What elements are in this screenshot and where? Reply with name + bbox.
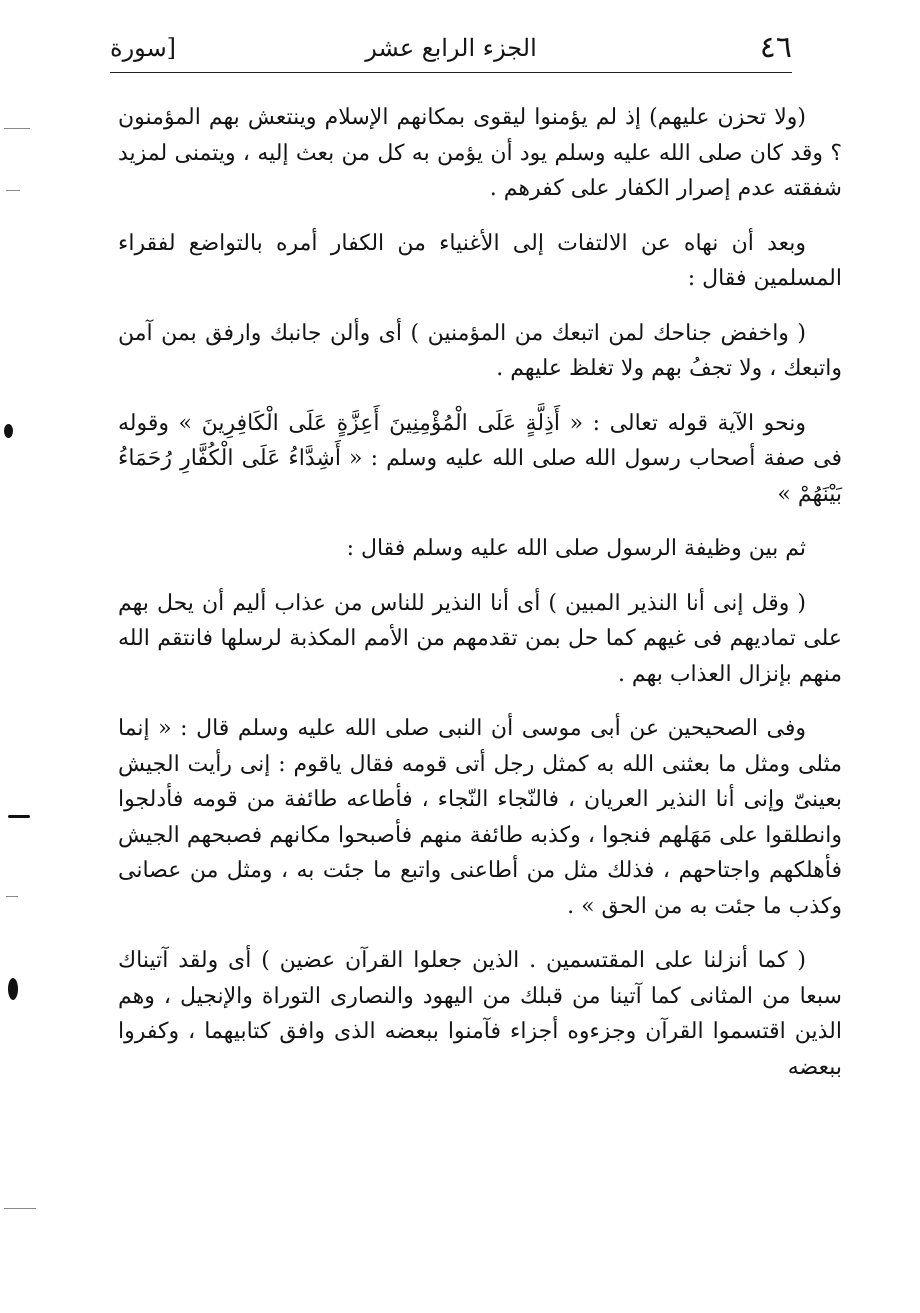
paragraph: ثم بين وظيفة الرسول صلى الله عليه وسلم فقال : [346,536,806,561]
running-title: الجزء الرابع عشر [365,34,537,62]
margin-mark [8,815,30,818]
page-header [110,28,792,72]
page-number: ٤٦ [759,30,792,65]
margin-mark [4,128,30,130]
margin-mark [8,978,18,1000]
paragraph: وبعد أن نهاه عن الالتفات إلى الأغنياء من الكفار أمره بالتواضع لفقراء المسلمين فقال : [118,230,842,291]
body-text [118,100,842,1104]
paragraph: ونحو الآية قوله تعالى : « أَذِلَّةٍ عَلَى الْمُؤْمِنِينَ أَعِزَّةٍ عَلَى الْكَافِرِينَ » وقوله فى صفة أصحاب رسول الله صلى الله عليه وسلم : « أَشِدَّاءُ عَلَى الْكُفَّارِ رُحَمَاءُ بَيْنَهُمْ » [118,410,842,507]
margin-mark [6,190,20,192]
paragraph: ( واخفض جناحك لمن اتبعك من المؤمنين ) أى وألن جانبك وارفق بمن آمن واتبعك ، ولا تجفُ بهم ولا تغلظ عليهم . [118,320,842,381]
section-label: [سورة [110,34,177,62]
paragraph: ( كما أنزلنا على المقتسمين . الذين جعلوا القرآن عضين ) أى ولقد آتيناك سبعا من المثانى كما آتينا من قبلك من اليهود والنصارى التوراة والإنجيل ، وهم الذين اقتسموا القرآن وجزءوه أجزاء فآمنوا ببعضه الذى وافق كتابيهما ، وكفروا ببعضه [118,948,842,1080]
margin-mark [6,896,18,898]
paragraph: ( وقل إنى أنا النذير المبين ) أى أنا النذير للناس من عذاب أليم أن يحل بهم على تماديهم فى غيهم كما حل بمن تقدمهم من الأمم المكذبة لرسلها فانتقم الله منهم بإنزال العذاب بهم . [118,590,843,687]
header-rule [110,72,792,73]
margin-mark [4,424,13,438]
paragraph: (ولا تحزن عليهم) إذ لم يؤمنوا ليقوى بمكانهم الإسلام وينتعش بهم المؤمنون ؟ وقد كان صلى الله عليه وسلم يود أن يؤمن به كل من بعث إليه ، ويتمنى لمزيد شفقته عدم إصرار الكفار على كفرهم . [118,105,842,201]
paragraph: وفى الصحيحين عن أبى موسى أن النبى صلى الله عليه وسلم قال : « إنما مثلى ومثل ما بعثنى الله به كمثل رجل أتى قومه فقال ياقوم : إنى رأيت الجيش بعينىّ وإنى أنا النذير العريان ، فالنّجاء النّجاء ، فأطاعه طائفة من قومه فأدلجوا وانطلقوا على مَهَلهم فنجوا ، وكذبه طائفة منهم فأصبحوا مكانهم فصبحهم الجيش فأهلكهم واجتاحهم ، فذلك مثل من أطاعنى واتبع ما جئت به ، ومثل من عصانى وكذب ما جئت به من الحق » . [118,716,842,919]
margin-mark [4,1208,36,1210]
